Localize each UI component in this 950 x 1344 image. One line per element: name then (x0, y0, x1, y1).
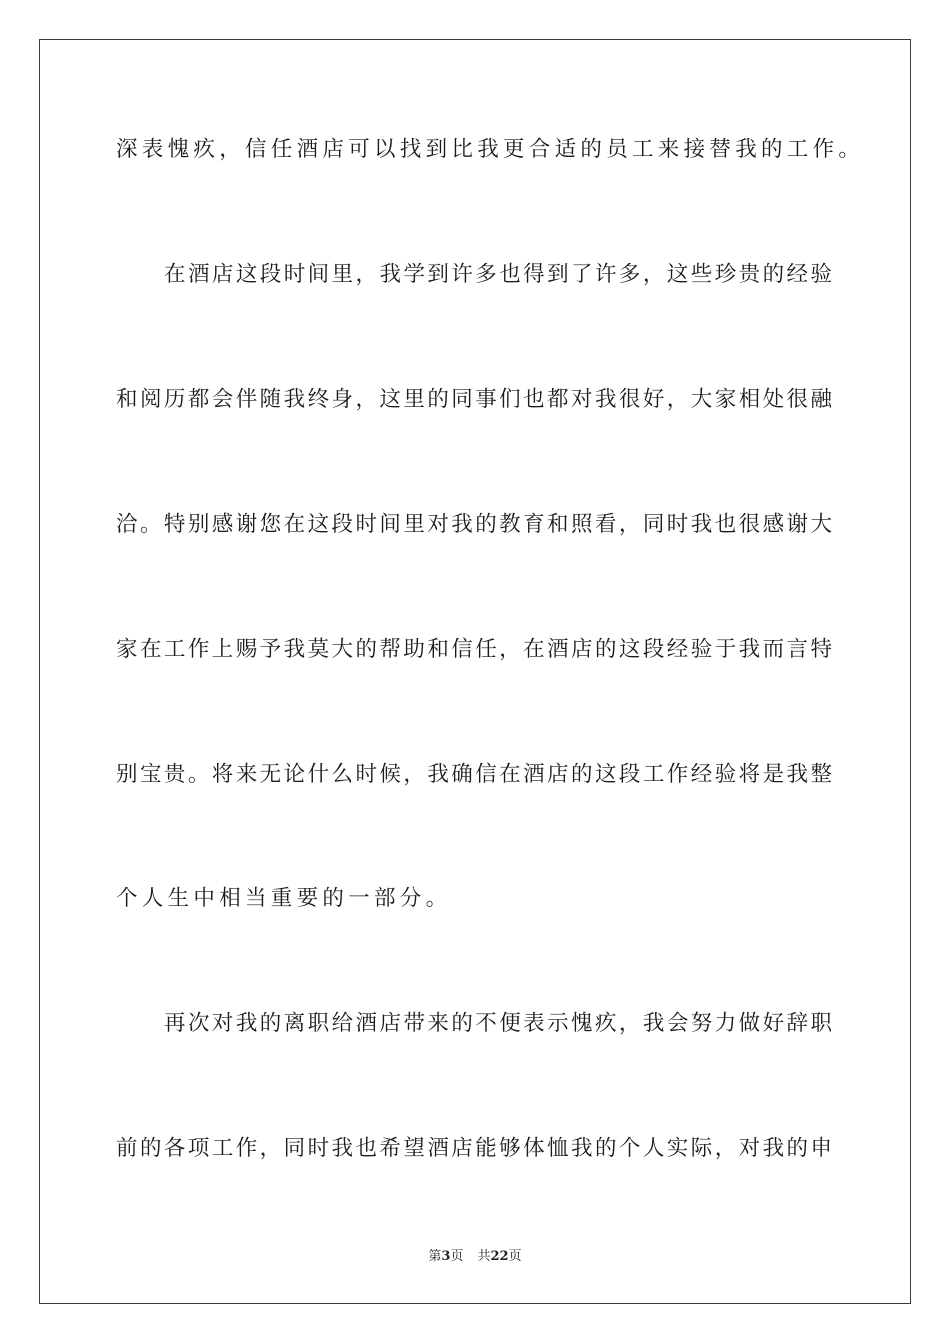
text-line-5: 家在工作上赐予我莫大的帮助和信任，在酒店的这段经验于我而言特 (116, 637, 832, 662)
text-line-6: 别宝贵。将来无论什么时候，我确信在酒店的这段工作经验将是我整 (116, 762, 832, 787)
text-line-3: 和阅历都会伴随我终身，这里的同事们也都对我很好，大家相处很融 (116, 387, 832, 412)
text-line-9: 前的各项工作，同时我也希望酒店能够体恤我的个人实际，对我的申 (116, 1136, 832, 1161)
text-line-4: 洽。特别感谢您在这段时间里对我的教育和照看，同时我也很感谢大 (116, 512, 832, 537)
page-footer (0, 1245, 950, 1264)
text-line-1: 深表愧疚，信任酒店可以找到比我更合适的员工来接替我的工作。 (116, 137, 865, 162)
page-border (39, 39, 911, 1304)
total-pages: 22 (490, 1249, 509, 1264)
page-suffix: 页 (450, 1249, 464, 1264)
text-line-7: 个人生中相当重要的一部分。 (116, 886, 452, 911)
paragraph-start-line-8: 再次对我的离职给酒店带来的不便表示愧疚，我会努力做好辞职 (164, 1011, 832, 1036)
paragraph-start-line-2: 在酒店这段时间里，我学到许多也得到了许多，这些珍贵的经验 (164, 262, 832, 287)
page-prefix: 第 (428, 1249, 442, 1264)
total-suffix: 页 (508, 1249, 522, 1264)
page-number: 3 (441, 1249, 451, 1264)
total-prefix: 共 (477, 1249, 491, 1264)
